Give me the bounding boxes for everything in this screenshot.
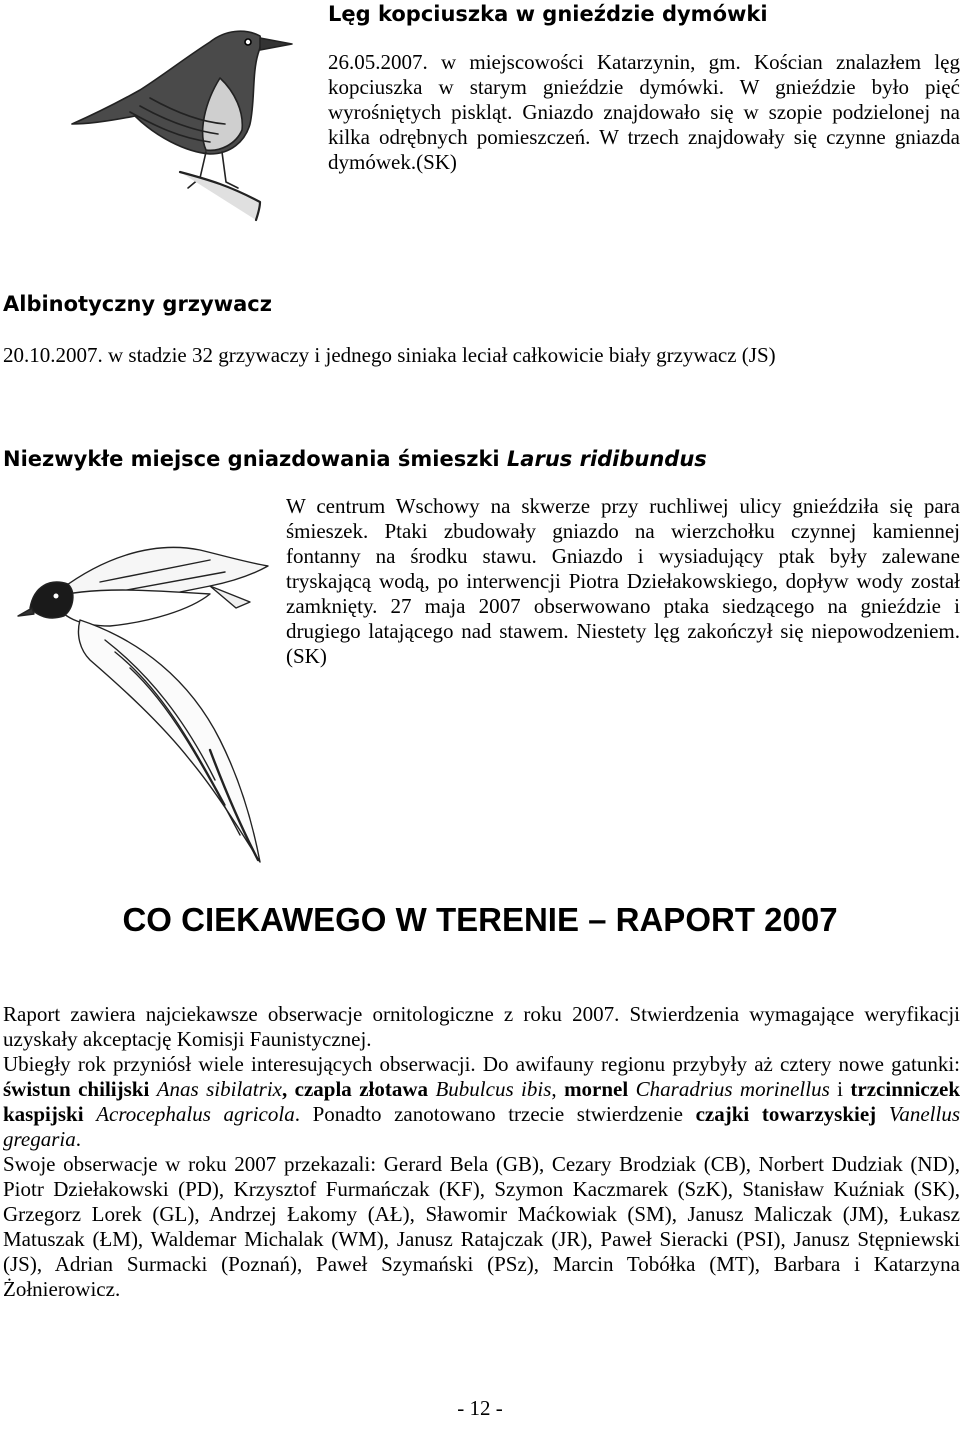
species-name: czapla złotawa bbox=[294, 1077, 429, 1101]
black-headed-gull-illustration bbox=[10, 490, 280, 870]
text-span: i bbox=[829, 1077, 851, 1101]
report-paragraph-contributors: Swoje obserwacje w roku 2007 przekazali: Gerard Bela (GB), Cezary Brodziak (CB), Norbert Dudziak (ND), Piotr Dziełakowski (PD), Krzysztof Furmańczak (KF), Szymon Kaczmarek (SzK), Stanisław Kuźniak (SK), Grzegorz Lorek (GL), Andrzej Łakomy (AŁ), Sławomir Maćkowiak (SM), Janusz Maliczak (JM), Łukasz Matuszak (ŁM), Waldemar Michalak (WM), Janusz Ratajczak (JR), Paweł Sieracki (PSI), Janusz Stępniewski (JS), Adrian Surmacki (Poznań), Paweł Szymański (PSz), Marcin Tobółka (MT), Barbara i Katarzyna Żołnierowicz. bbox=[3, 1152, 960, 1301]
section-body-woodpigeon: 20.10.2007. w stadzie 32 grzywaczy i jednego siniaka leciał całkowicie biały grzywacz (JS) bbox=[3, 343, 776, 367]
species-name: trzcinniczek kaspijski bbox=[3, 1077, 960, 1126]
text-span: , bbox=[281, 1077, 295, 1101]
redstart-illustration bbox=[60, 2, 300, 222]
report-paragraph-species bbox=[3, 1052, 960, 1152]
section-title-woodpigeon: Albinotyczny grzywacz bbox=[3, 292, 272, 316]
text-span: , bbox=[551, 1077, 565, 1101]
section-body-redstart: 26.05.2007. w miejscowości Katarzynin, gm. Kościan znalazłem lęg kopciuszka w starym gnieździe dymówki. W gnieździe było pięć wyrośniętych piskląt. Gniazdo znajdowało się w szopie podzielonej na kilka odrębnych pomieszczeń. W trzech znajdowały się czynne gniazda dymówek.(SK) bbox=[328, 50, 960, 174]
species-name: mornel bbox=[564, 1077, 629, 1101]
species-name: czajki towarzyskiej bbox=[695, 1102, 877, 1126]
section-title-gull bbox=[3, 447, 707, 471]
species-latin: Anas sibilatrix bbox=[156, 1077, 282, 1101]
species-latin: Bubulcus ibis bbox=[435, 1077, 552, 1101]
species-name: świstun chilijski bbox=[3, 1077, 150, 1101]
report-title: CO CIEKAWEGO W TERENIE – RAPORT 2007 bbox=[122, 901, 838, 938]
species-latin: Vanellus gregaria bbox=[3, 1102, 960, 1151]
text-span: Ubiegły rok przyniósł wiele interesujących obserwacji. Do awifauny regionu przybyły aż cztery nowe gatunki: bbox=[3, 1052, 960, 1076]
section-title-redstart: Lęg kopciuszka w gnieździe dymówki bbox=[328, 2, 768, 26]
section-body-gull: W centrum Wschowy na skwerze przy ruchliwej ulicy gnieździła się para śmieszek. Ptaki zbudowały gniazdo na wierzchołku czynnej kamiennej fontanny na środku stawu. Gniazdo i wysiadujący ptak były zalewane tryskającą wodą, po interwencji Piotra Dziełakowskiego, dopływ wody został zamknięty. 27 maja 2007 obserwowano ptaka siedzącego na gnieździe i drugiego latającego nad stawem. Niestety lęg zakończył się niepowodzeniem. (SK) bbox=[286, 494, 960, 668]
species-latin: Acrocephalus agricola bbox=[96, 1102, 295, 1126]
section-title-gull-latin: Larus ridibundus bbox=[506, 447, 707, 471]
text-span: . Ponadto zanotowano trzecie stwierdzenie bbox=[294, 1102, 696, 1126]
report-body bbox=[3, 1002, 960, 1302]
section-title-gull-text: Niezwykłe miejsce gniazdowania śmieszki bbox=[3, 447, 507, 471]
report-paragraph-intro: Raport zawiera najciekawsze obserwacje ornitologiczne z roku 2007. Stwierdzenia wymagające weryfikacji uzyskały akceptację Komisji Faunistycznej. bbox=[3, 1002, 960, 1051]
species-latin: Charadrius morinellus bbox=[635, 1077, 830, 1101]
text-span: . bbox=[75, 1127, 81, 1151]
page-number: - 12 - bbox=[457, 1396, 503, 1420]
